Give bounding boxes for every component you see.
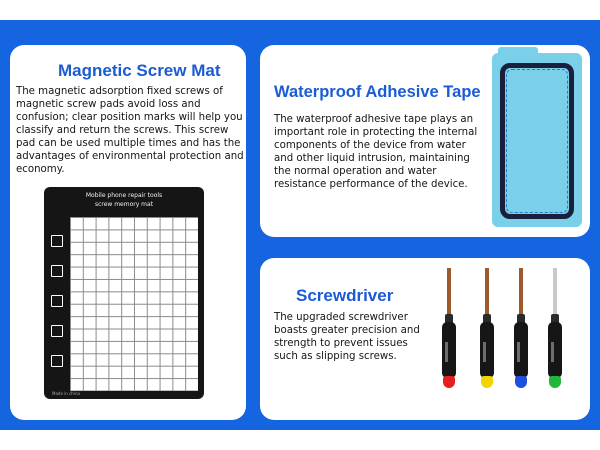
screwdriver-panel bbox=[260, 258, 590, 420]
screwdriver-logo bbox=[483, 342, 486, 362]
screwdriver-red bbox=[440, 268, 458, 396]
screwdriver-tip bbox=[485, 268, 489, 316]
screwdriver-cap-yellow bbox=[481, 376, 493, 388]
screwdriver-logo bbox=[551, 342, 554, 362]
screwdriver-tip bbox=[553, 268, 557, 316]
screwdriver-logo bbox=[445, 342, 448, 362]
screw-mat-grid bbox=[70, 217, 198, 391]
screwdriver-cap-blue bbox=[515, 376, 527, 388]
screw-slot bbox=[51, 325, 63, 337]
adhesive-tape-panel bbox=[260, 45, 590, 237]
screw-mat-panel bbox=[10, 45, 246, 420]
screw-mat-header bbox=[44, 187, 204, 215]
screwdriver-cap-green bbox=[549, 376, 561, 388]
adhesive-tape-description: The waterproof adhesive tape plays an important role in protecting the internal components of the device from water and other liquid intrusion, maintaining the normal operation and water resistance performance of the device. bbox=[274, 114, 478, 190]
screw-slot bbox=[51, 235, 63, 247]
screwdriver-green bbox=[546, 268, 564, 396]
screwdriver-tip bbox=[447, 268, 451, 316]
screw-mat-header-line2: screw memory mat bbox=[94, 201, 154, 208]
adhesive-tape-frame bbox=[500, 63, 574, 219]
screwdriver-cap-red bbox=[443, 376, 455, 388]
screw-mat-header-line1: Mobile phone repair tools bbox=[85, 192, 163, 199]
screw-mat-description: The magnetic adsorption fixed screws of magnetic screw pads avoid loss and confusion; clear position marks will help you classify and return the screws. This screw pad can be used multiple times and has the advantages of environmental protection and economy. bbox=[16, 86, 244, 175]
screw-slot bbox=[51, 265, 63, 277]
screwdriver-tip bbox=[519, 268, 523, 316]
screwdriver-description: The upgraded screwdriver boasts greater precision and strength to prevent issues such as slipping screws. bbox=[274, 312, 420, 362]
screw-mat-footer: Made in china bbox=[52, 391, 80, 396]
screwdriver-blue bbox=[512, 268, 530, 396]
screw-slot bbox=[51, 295, 63, 307]
screw-slot bbox=[51, 355, 63, 367]
adhesive-tape-title: Waterproof Adhesive Tape bbox=[274, 83, 481, 101]
screwdriver-logo bbox=[517, 342, 520, 362]
screwdriver-title: Screwdriver bbox=[296, 286, 394, 305]
screwdriver-yellow bbox=[478, 268, 496, 396]
screw-mat-title: Magnetic Screw Mat bbox=[58, 61, 221, 80]
screw-mat-image bbox=[44, 187, 204, 399]
